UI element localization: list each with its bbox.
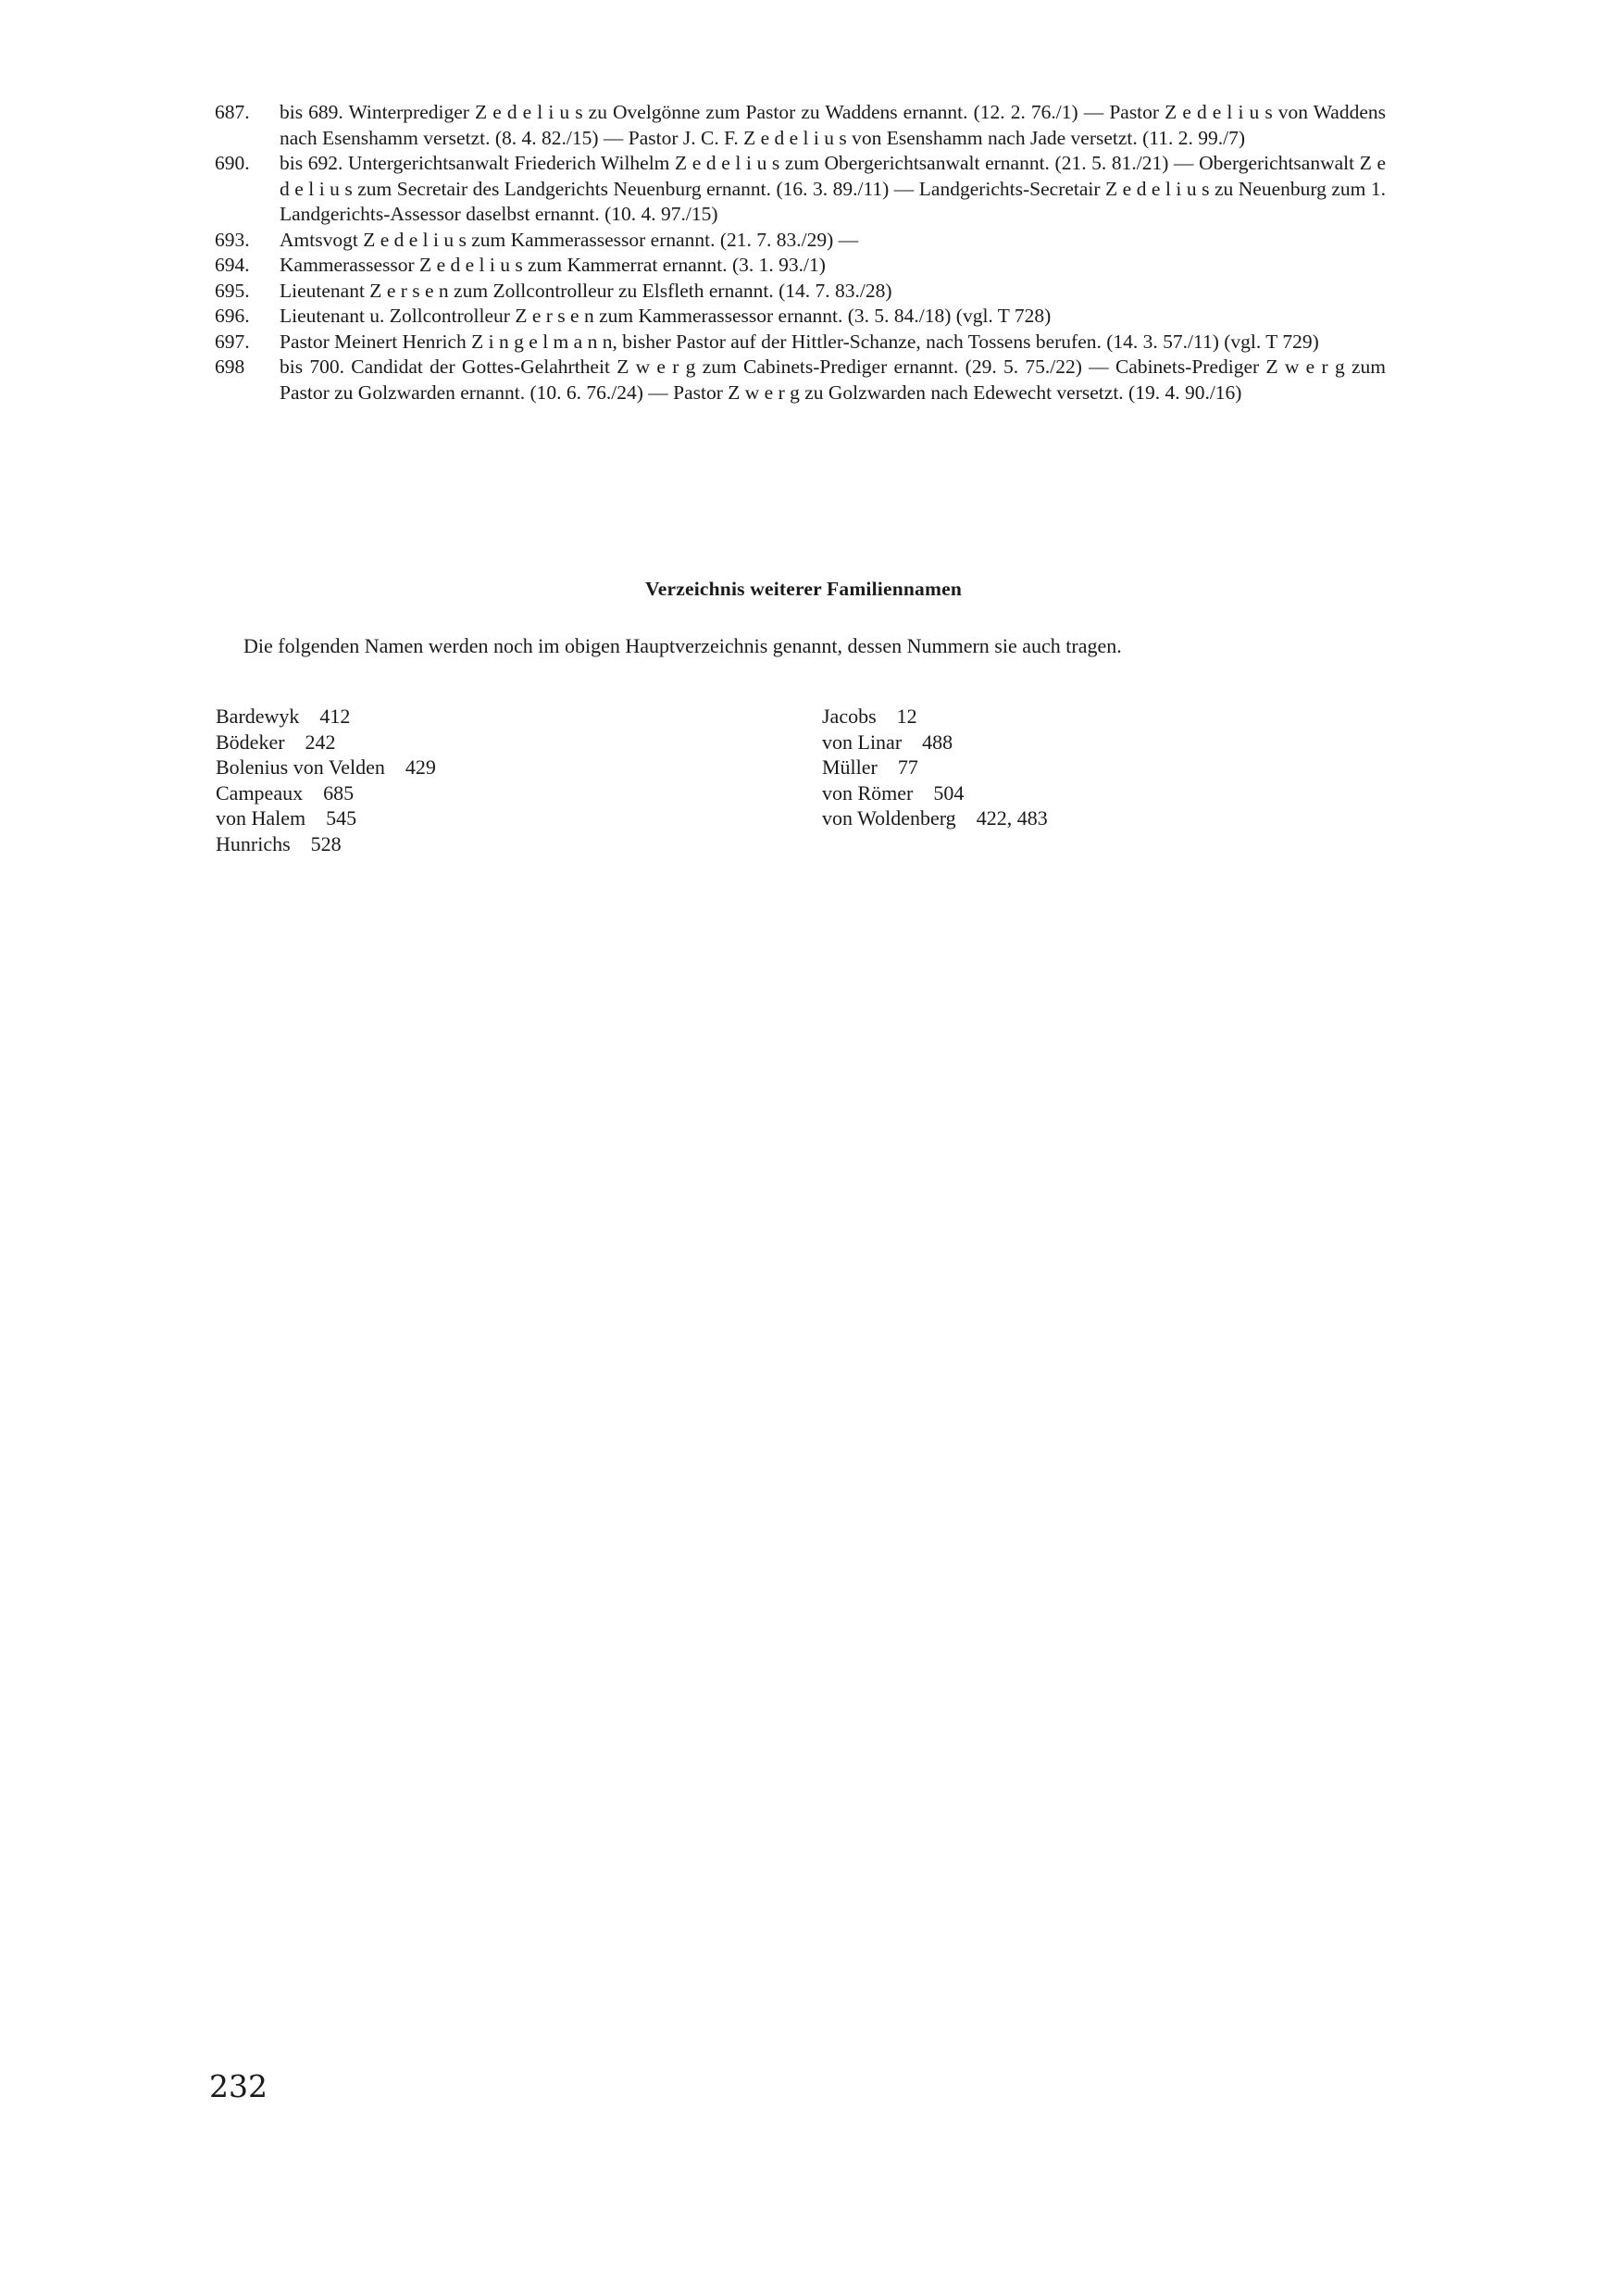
list-item xyxy=(216,805,436,831)
entry-list xyxy=(215,100,1386,406)
entry-number: 698 xyxy=(215,356,245,378)
entry-text: Kammerassessor Z e d e l i u s zum Kammerrat ernannt. (3. 1. 93./1) xyxy=(280,254,826,276)
entry-number: 695. xyxy=(215,279,250,302)
list-item xyxy=(822,730,1048,755)
section-heading: Verzeichnis weiterer Familiennamen xyxy=(645,578,962,600)
family-name: Müller xyxy=(822,755,878,779)
entry-number: 693. xyxy=(215,228,250,251)
family-name: Campeaux xyxy=(216,780,304,805)
list-item xyxy=(216,730,436,755)
list-item xyxy=(822,780,1048,806)
family-name: von Römer xyxy=(822,780,914,805)
entry-reference: 77 xyxy=(897,755,918,779)
family-name: von Linar xyxy=(822,730,903,754)
entry-text: bis 689. Winterprediger Z e d e l i u s zu Ovelgönne zum Pastor zu Waddens ernannt. (12. 2. 76./1) — Pastor Z e d e l i u s von Waddens nach Esenshamm versetzt. (8. 4. 82./15) — Pastor J. C. F. Z e d e l i u s von Esenshamm nach Jade versetzt. (11. 2. 99./7) xyxy=(280,101,1386,149)
list-item xyxy=(822,755,1048,780)
list-item xyxy=(215,330,1386,356)
entry-reference: 429 xyxy=(405,755,436,779)
list-item xyxy=(216,755,436,780)
family-name: Hunrichs xyxy=(216,831,291,855)
entry-reference: 12 xyxy=(896,705,917,728)
entry-text: Pastor Meinert Henrich Z i n g e l m a n n, bisher Pastor auf der Hittler-Schanze, nach Tossens berufen. (14. 3. 57./11) (vgl. T 729) xyxy=(280,330,1319,353)
page-number: 232 xyxy=(209,2068,268,2104)
entry-reference: 242 xyxy=(305,730,336,754)
family-name: von Halem xyxy=(216,806,306,830)
entry-reference: 685 xyxy=(323,780,355,805)
entry-text: bis 700. Candidat der Gottes-Gelahrtheit Z w e r g zum Cabinets-Prediger ernannt. (29. 5. 75./22) — Cabinets-Prediger Z w e r g zum Pastor zu Golzwarden ernannt. (10. 6. 76./24) — Pastor Z w e r g zu Golzwarden nach Edewecht versetzt. (19. 4. 90./16) xyxy=(280,356,1386,404)
list-item xyxy=(215,304,1386,330)
entry-reference: 528 xyxy=(310,831,342,855)
list-item xyxy=(215,279,1386,305)
entry-reference: 545 xyxy=(326,806,357,830)
list-item xyxy=(822,805,1048,831)
family-name: Jacobs xyxy=(822,705,877,728)
entry-text: Lieutenant Z e r s e n zum Zollcontrolleur zu Elsfleth ernannt. (14. 7. 83./28) xyxy=(280,279,892,302)
family-name: Bödeker xyxy=(216,730,285,754)
entry-number: 694. xyxy=(215,254,250,276)
family-name: Bolenius von Velden xyxy=(216,755,385,779)
names-column-left xyxy=(216,704,436,856)
entry-number: 697. xyxy=(215,330,250,353)
entry-reference: 504 xyxy=(933,780,965,805)
entry-text: bis 692. Untergerichtsanwalt Friederich Wilhelm Z e d e l i u s zum Obergerichtsanwalt ernannt. (21. 5. 81./21) — Obergerichtsanwalt Z e d e l i u s zum Secretair des Landgerichts Neuenburg ernannt. (16. 3. 89./11) — Landgerichts-Secretair Z e d e l i u s zu Neuenburg zum 1. Landgerichts-Assessor daselbst ernannt. (10. 4. 97./15) xyxy=(280,152,1386,225)
entry-number: 696. xyxy=(215,305,250,327)
list-item xyxy=(215,100,1386,151)
list-item xyxy=(215,253,1386,279)
entry-reference: 422, 483 xyxy=(976,806,1048,830)
list-item xyxy=(216,780,436,806)
list-item xyxy=(822,704,1048,730)
entry-reference: 412 xyxy=(319,705,351,728)
list-item xyxy=(216,704,436,730)
entry-number: 690. xyxy=(215,152,250,174)
family-name: Bardewyk xyxy=(216,705,300,728)
family-name: von Woldenberg xyxy=(822,806,956,830)
entry-text: Lieutenant u. Zollcontrolleur Z e r s e n zum Kammerassessor ernannt. (3. 5. 84./18) (vgl. T 728) xyxy=(280,305,1052,327)
list-item xyxy=(215,151,1386,228)
list-item xyxy=(215,228,1386,254)
list-item xyxy=(215,355,1386,406)
names-column-right xyxy=(822,704,1048,831)
section-intro: Die folgenden Namen werden noch im obigen Hauptverzeichnis genannt, dessen Nummern sie auch tragen. xyxy=(243,634,1122,657)
entry-number: 687. xyxy=(215,101,250,123)
list-item xyxy=(216,831,436,857)
entry-text: Amtsvogt Z e d e l i u s zum Kammerassessor ernannt. (21. 7. 83./29) — xyxy=(280,228,859,251)
entry-reference: 488 xyxy=(922,730,953,754)
